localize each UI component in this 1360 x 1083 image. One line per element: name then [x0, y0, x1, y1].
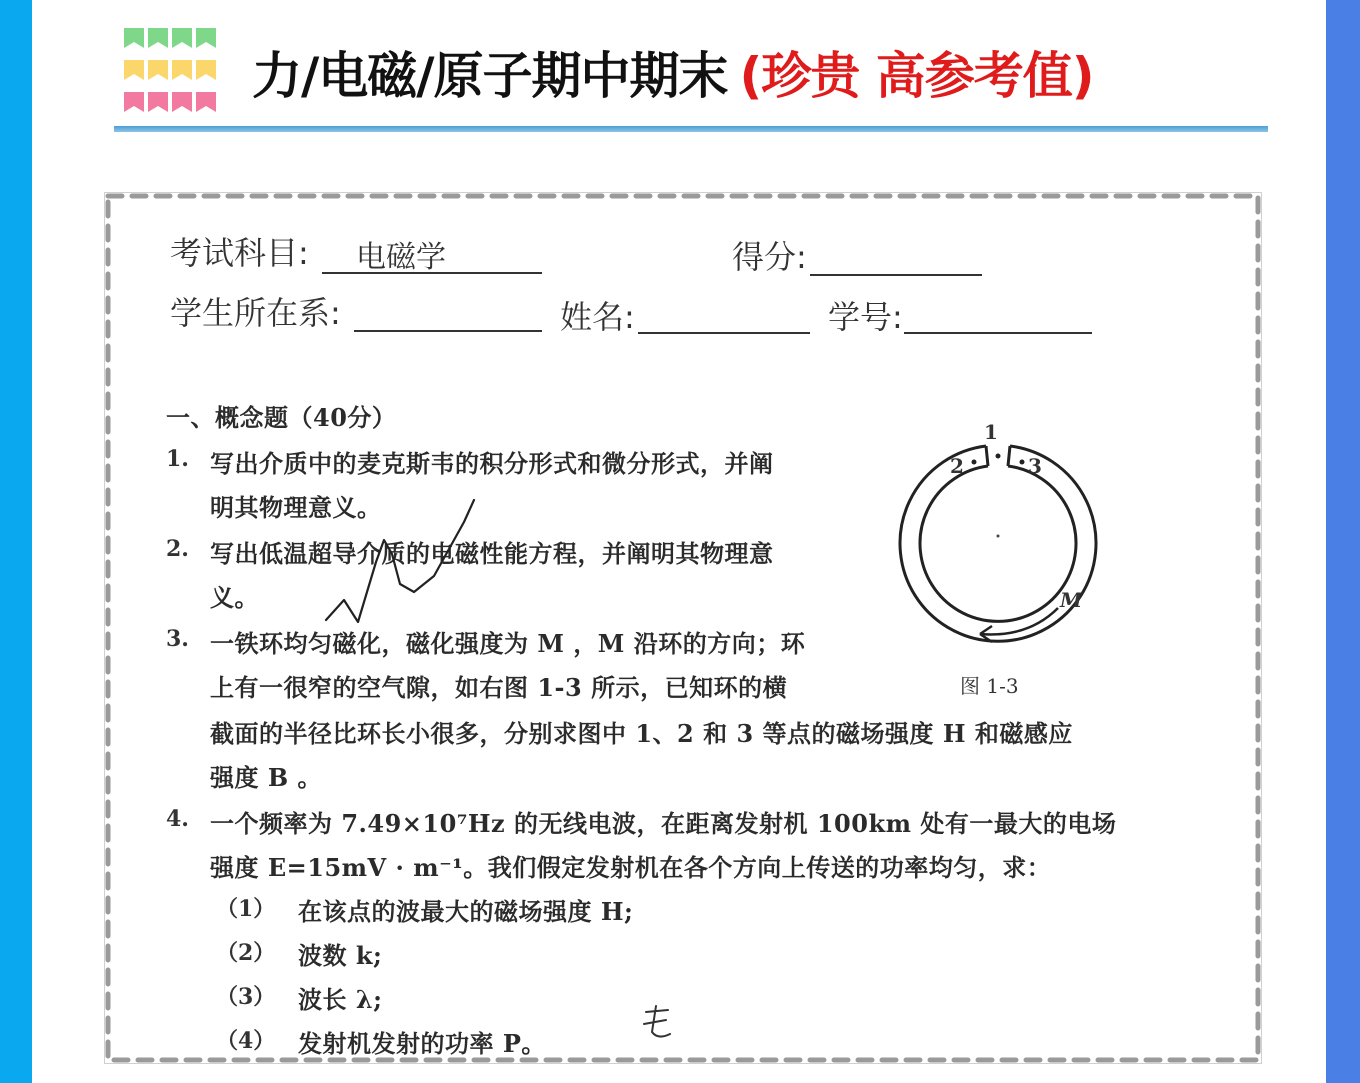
iron-ring-figure	[888, 418, 1108, 658]
handwritten-mark	[638, 1002, 678, 1042]
subject-label: 考试科目:	[170, 234, 309, 272]
handwriting-scribble	[314, 492, 504, 642]
question-4-number: 4.	[166, 806, 189, 832]
bunting-flags-icon	[120, 24, 220, 118]
figure-point-3: 3	[1028, 454, 1042, 478]
name-blank	[638, 332, 810, 334]
page-title	[252, 36, 1094, 106]
question-2-line-2: 义。	[210, 583, 259, 612]
question-2-line-1: 写出低温超导介质的电磁性能方程，并阐明其物理意	[210, 539, 774, 568]
right-accent-bar	[1326, 0, 1360, 1083]
subquestion-1-text: 在该点的波最大的磁场强度 H;	[298, 897, 634, 926]
exam-scan	[104, 192, 1262, 1064]
figure-point-2: 2	[950, 454, 964, 478]
id-label: 学号:	[828, 298, 903, 336]
question-1-number: 1.	[166, 446, 189, 472]
subquestion-2-number: （2）	[216, 940, 276, 966]
title-main: 力/电磁/原子期中期末	[252, 47, 728, 105]
dept-blank	[354, 330, 542, 332]
exam-paper	[104, 192, 1262, 1064]
subquestion-3-number: （3）	[216, 984, 276, 1010]
page-header	[0, 0, 1360, 140]
question-3-line-2: 上有一很窄的空气隙，如右图 1-3 所示，已知环的横	[210, 673, 788, 702]
subquestion-2-text: 波数 k;	[298, 941, 383, 970]
subquestion-4-number: （4）	[216, 1028, 276, 1054]
name-label: 姓名:	[560, 298, 635, 336]
subquestion-4-text: 发射机发射的功率 P。	[298, 1029, 546, 1058]
question-3-line-1: 一铁环均匀磁化，磁化强度为 M ，M 沿环的方向；环	[210, 629, 806, 658]
header-divider	[114, 126, 1268, 132]
question-1-line-2: 明其物理意义。	[210, 493, 382, 522]
id-blank	[904, 332, 1092, 334]
subquestion-3-text: 波长 λ;	[298, 985, 383, 1014]
question-4-line-2: 强度 E=15mV · m⁻¹。我们假定发射机在各个方向上传送的功率均匀，求：	[210, 853, 1052, 882]
score-blank	[810, 274, 982, 276]
figure-vector-label: M	[1060, 588, 1083, 612]
subject-blank	[322, 272, 542, 274]
subject-value: 电磁学	[356, 240, 446, 275]
left-accent-bar	[0, 0, 32, 1083]
subquestion-1-number: （1）	[216, 896, 276, 922]
title-sub: (珍贵 高参考值)	[739, 47, 1094, 105]
question-4-line-1: 一个频率为 7.49×10⁷Hz 的无线电波，在距离发射机 100km 处有一最大的电场	[210, 809, 1117, 838]
question-3-number: 3.	[166, 626, 189, 652]
score-label: 得分:	[732, 238, 807, 276]
question-1-line-1: 写出介质中的麦克斯韦的积分形式和微分形式，并阐	[210, 449, 774, 478]
section-title: 一、概念题（40分）	[166, 403, 397, 432]
dept-label: 学生所在系:	[170, 294, 341, 332]
figure-point-1: 1	[984, 420, 998, 444]
question-2-number: 2.	[166, 536, 189, 562]
figure-caption: 图 1-3	[960, 674, 1019, 698]
question-3-line-4: 强度 B 。	[210, 763, 322, 792]
question-3-line-3: 截面的半径比环长小很多，分别求图中 1、2 和 3 等点的磁场强度 H 和磁感应	[210, 719, 1073, 748]
